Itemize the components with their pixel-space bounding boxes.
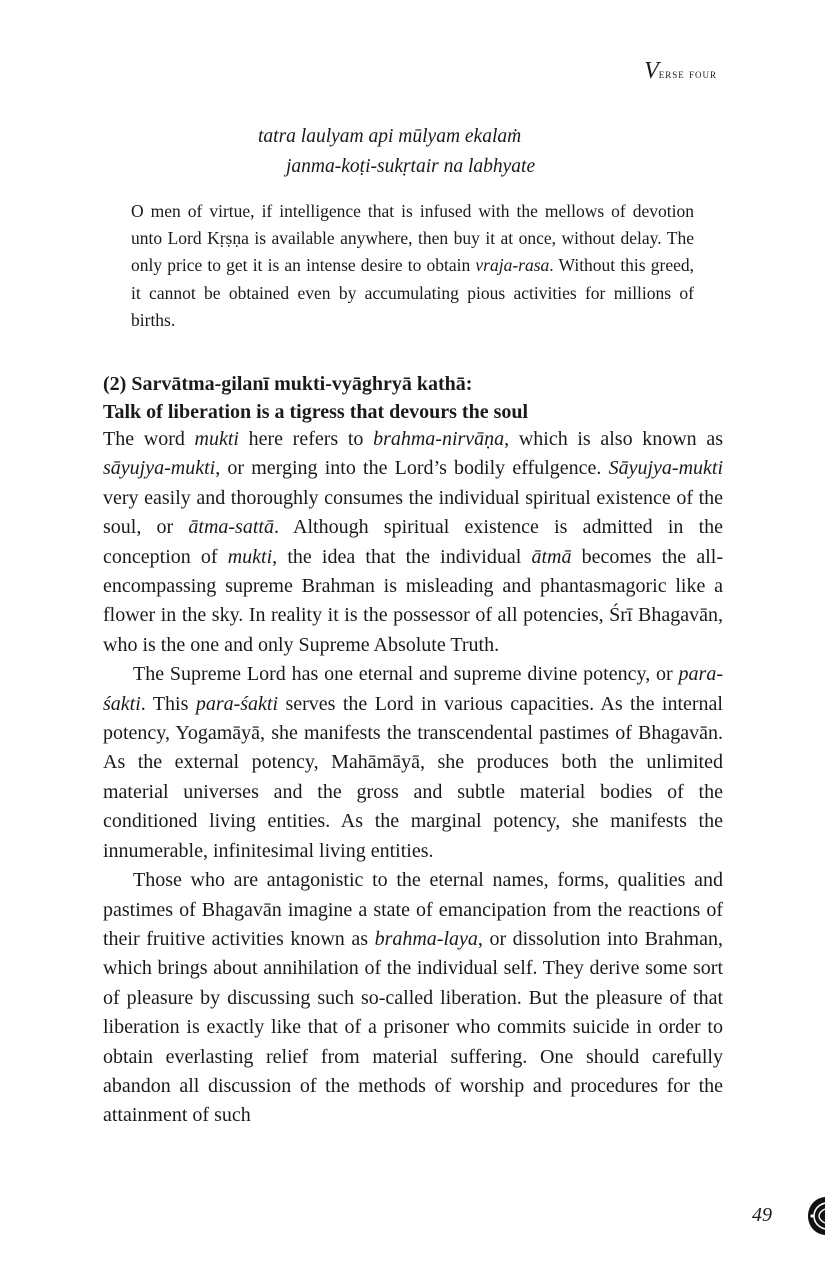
p1-t7: , the idea that the individual [272,545,532,568]
p1-t1: The word [103,428,195,450]
verse-line-2: janma-koṭi-sukṛtair na labhyate [286,156,536,177]
p1-e3: sāyujya-mukti [103,457,216,480]
p1-t5: very easily and thoroughly consumes the individual spiritual existence of the soul, or [103,486,723,539]
translation-emphasis: vraja-rasa [475,255,550,276]
p2-t1: The Supreme Lord has one eternal and supreme divine potency, or [133,663,679,686]
paragraph-1 [103,425,723,660]
p1-e5: ātma-sattā [188,516,274,539]
sanskrit-verse [258,122,535,182]
translation-text-c: . Without this greed, it cannot be obtained even by accumulating pious activities for millions of births. [131,255,694,330]
section-heading [103,370,723,426]
p1-t4: , or merging into the Lord’s bodily effulgence. [215,457,609,480]
p1-t3: , which is also known as [504,428,723,450]
translation-text-a: O men of virtue, if intelligence that is infused with the mellows of devotion unto Lord Kṛṣṇa is available anywhere, then buy it at once, without delay. The only price to get it is an intense desire to obtain [131,201,694,276]
paragraph-3 [103,866,723,1131]
running-header-initial: V [644,58,659,84]
p1-t6: . Although spiritual existence is admitted in the conception of [103,516,724,568]
body-text [103,425,723,1131]
verse-line-1: tatra laulyam api mūlyam ekalaṁ [258,126,522,147]
p2-t2: . This [140,692,196,715]
paragraph-2 [103,660,723,866]
verse-translation [131,198,694,334]
p2-e2: para-śakti [195,692,279,715]
p1-e2: brahma-nirvāṇa [373,428,505,450]
p1-t2: here refers to [238,428,374,450]
p1-e1: mukti [194,428,239,450]
p2-t3: serves the Lord in various capacities. As the internal potency, Yogamāyā, she manifests the transcendental pastimes of Bhagavān. As the external potency, Mahāmāyā, she produces both the unlimited material universes and the gross and subtle material bodies of the conditioned living entities. As the marginal potency, she manifests the innumerable, infinitesimal living entities. [103,692,723,862]
p1-e6: mukti [227,545,273,568]
p3-e1: brahma-laya [374,927,478,950]
section-heading-line-2: Talk of liberation is a tigress that devours the soul [103,401,529,423]
p3-t2: , or dissolution into Brahman, which brings about annihilation of the individual self. They derive some sort of pleasure by discussing such so-called liberation. But the pleasure of that liberation is exactly like that of a prisoner who commits suicide in order to obtain everlasting relief from material suffering. One should carefully abandon all discussion of the methods of worship and procedures for the attainment of such [103,927,723,1127]
section-heading-line-1: (2) Sarvātma-gilanī mukti-vyāghryā kathā: [103,373,473,395]
ornament-icon [806,1195,825,1237]
p2-e1: para-śakti [103,663,723,715]
translation-paragraph [131,198,694,334]
page-number: 49 [752,1204,772,1226]
p1-e4: Sāyujya-mukti [608,457,723,480]
running-header [644,58,717,85]
p3-t1: Those who are antagonistic to the eternal names, forms, qualities and pastimes of Bhagavān imagine a state of emancipation from the reactions of their fruitive activities known as [103,869,723,950]
p1-t8: becomes the all-encompassing supreme Brahman is misleading and phantasmagoric like a flower in the sky. In reality it is the possessor of all potencies, Śrī Bhagavān, who is the one and only Supreme Absolute Truth. [103,545,723,656]
running-header-text: erse four [658,66,717,81]
p1-e7: ātmā [531,545,572,568]
